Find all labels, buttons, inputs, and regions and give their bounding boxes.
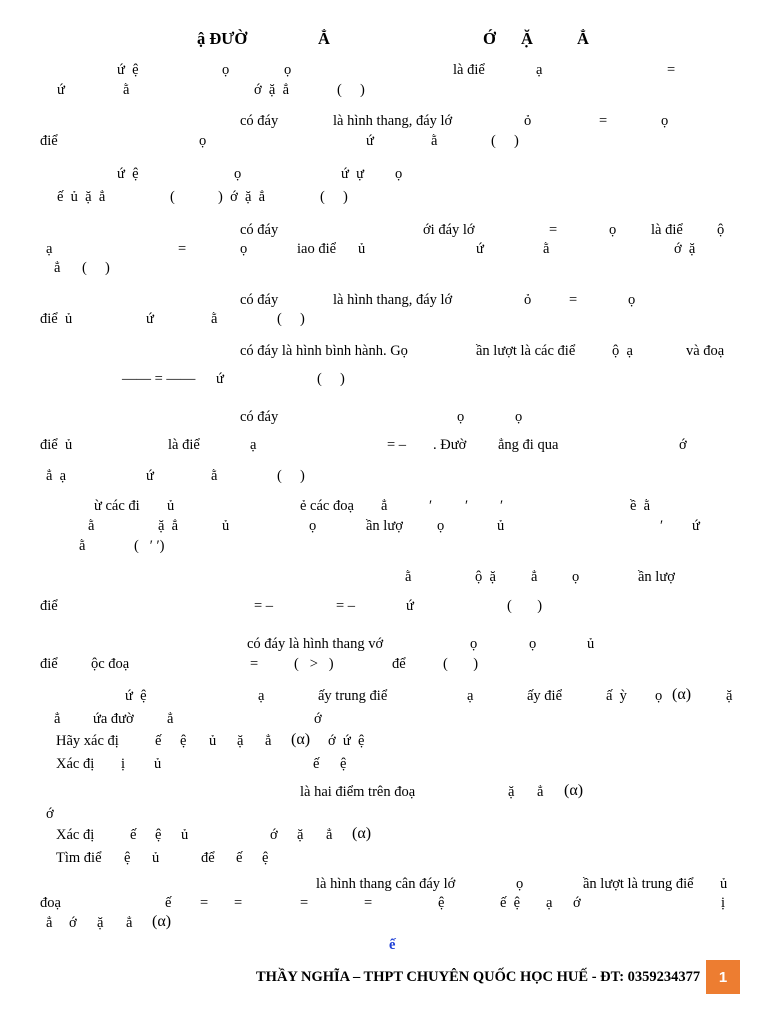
text-fragment: ớ: [679, 437, 687, 453]
text-fragment: ớ ặ ẳ: [254, 82, 290, 98]
text-fragment: ẳ: [537, 784, 544, 800]
text-fragment: ọ: [470, 636, 478, 652]
text-fragment: =: [599, 113, 608, 129]
text-fragment: ủ: [587, 636, 595, 652]
text-fragment: ọ: [515, 409, 523, 425]
text-fragment: ẳ: [54, 711, 61, 727]
text-fragment: ′: [660, 518, 664, 534]
text-fragment: =: [250, 656, 259, 672]
text-fragment: ( ): [277, 311, 305, 327]
text-fragment: ằ: [123, 82, 130, 98]
text-fragment: ′: [500, 498, 504, 514]
text-fragment: =: [234, 895, 243, 911]
text-fragment: ( ′ ′): [134, 538, 165, 554]
text-fragment: ệ: [124, 850, 131, 866]
text-fragment: ệ: [180, 733, 187, 749]
text-fragment: có đáy: [240, 409, 279, 425]
text-fragment: = –: [336, 598, 356, 614]
text-fragment: ủ: [152, 850, 160, 866]
text-fragment: ần lượ: [366, 518, 403, 534]
text-fragment: ọ: [222, 62, 230, 78]
text-fragment: ặ: [297, 827, 304, 843]
text-fragment: ớ ứ ệ: [328, 733, 365, 749]
text-fragment: điể ủ: [40, 437, 73, 453]
text-fragment: ỏ: [524, 292, 532, 308]
text-fragment: điể: [40, 598, 58, 614]
text-fragment: ọ: [516, 876, 524, 892]
text-fragment: ẳ: [265, 733, 272, 749]
text-fragment: ′: [429, 498, 433, 514]
text-fragment: (: [170, 189, 175, 205]
text-fragment: ặ: [97, 915, 104, 931]
text-fragment: iao điể: [297, 241, 337, 257]
text-fragment: ứ ệ: [117, 62, 139, 78]
text-fragment: ặ: [726, 688, 733, 704]
text-fragment: có đáy: [240, 113, 279, 129]
text-fragment: ạ: [467, 688, 474, 704]
text-fragment: để: [392, 656, 406, 672]
footer-text: THẦY NGHĨA – THPT CHUYÊN QUỐC HỌC HUẾ - ĐT: 0359234377: [256, 969, 701, 985]
title-part: Ẳ: [577, 29, 589, 48]
text-fragment: ặ ẳ: [158, 518, 179, 534]
text-fragment: . Đườ: [433, 437, 467, 453]
text-fragment: ủ: [222, 518, 230, 534]
text-fragment: Hãy xác đị: [56, 733, 119, 749]
end-marker: ế: [389, 937, 396, 953]
text-fragment: là điể: [453, 62, 485, 78]
text-fragment: ( ): [491, 133, 519, 149]
text-fragment: ( > ): [294, 656, 334, 672]
text-fragment: ủ: [497, 518, 505, 534]
text-fragment: ủ: [720, 876, 728, 892]
text-fragment: ạ: [546, 895, 553, 911]
text-fragment: là hình thang cân đáy lớ: [316, 876, 456, 892]
text-fragment: ′: [465, 498, 469, 514]
text-fragment: ế: [313, 756, 320, 772]
text-fragment: là hai điểm trên đoạ: [300, 784, 416, 800]
title-part: Ớ: [483, 29, 496, 48]
text-fragment: ọ: [457, 409, 465, 425]
text-fragment: ặ: [508, 784, 515, 800]
text-fragment: ẻ các đoạ: [300, 498, 354, 514]
text-fragment: ệ: [438, 895, 445, 911]
text-fragment: ọ: [240, 241, 248, 257]
text-fragment: ừ các đi: [94, 498, 140, 514]
text-fragment: ẳ: [326, 827, 333, 843]
text-fragment: ị: [721, 895, 726, 911]
text-fragment: là hình thang, đáy lớ: [333, 292, 453, 308]
text-fragment: ủ: [358, 241, 366, 257]
text-fragment: ế: [130, 827, 137, 843]
text-fragment: —— = ——: [122, 371, 196, 387]
text-fragment: ứ: [57, 82, 65, 98]
text-fragment: ứ: [476, 241, 484, 257]
text-fragment: (α): [672, 686, 692, 703]
text-fragment: có đáy là hình thang vớ: [247, 636, 384, 652]
text-fragment: và đoạ: [686, 343, 725, 359]
text-fragment: ế: [236, 850, 243, 866]
text-fragment: ần lượt là các điể: [476, 343, 576, 359]
text-fragment: điể: [40, 133, 58, 149]
text-fragment: ủ: [209, 733, 217, 749]
text-fragment: =: [200, 895, 209, 911]
text-fragment: điể ủ: [40, 311, 73, 327]
text-fragment: Xác đị: [56, 827, 95, 843]
text-fragment: ộ ặ: [475, 569, 496, 585]
text-fragment: ứ: [692, 518, 700, 534]
text-fragment: để: [201, 850, 215, 866]
text-fragment: là điể: [651, 222, 683, 238]
text-fragment: ới đáy lớ: [423, 222, 475, 238]
text-fragment: ạ: [250, 437, 257, 453]
text-fragment: ặ: [237, 733, 244, 749]
text-fragment: ằ: [405, 569, 412, 585]
text-fragment: ệ: [155, 827, 162, 843]
text-fragment: ứ: [146, 468, 154, 484]
text-fragment: ần lượt là trung điể: [583, 876, 694, 892]
text-fragment: là hình thang, đáy lớ: [333, 113, 453, 129]
text-fragment: ị: [121, 756, 126, 772]
text-fragment: ệ: [262, 850, 269, 866]
text-fragment: = –: [387, 437, 407, 453]
text-fragment: ( ): [507, 598, 543, 614]
text-fragment: ủ: [167, 498, 175, 514]
text-fragment: ứ: [366, 133, 374, 149]
text-fragment: ằ: [88, 518, 95, 534]
text-fragment: ế ệ: [500, 895, 521, 911]
text-fragment: ọ: [234, 166, 242, 182]
text-fragment: ớ: [314, 711, 322, 727]
text-fragment: ) ớ ặ ẳ: [218, 189, 266, 205]
text-fragment: ằ: [211, 468, 218, 484]
text-fragment: ỏ: [524, 113, 532, 129]
text-fragment: ề ằ: [630, 498, 651, 514]
title-part: Ẳ: [318, 29, 330, 48]
text-fragment: ạ: [536, 62, 543, 78]
text-fragment: ọ: [609, 222, 617, 238]
text-fragment: =: [569, 292, 578, 308]
text-fragment: =: [178, 241, 187, 257]
text-fragment: =: [300, 895, 309, 911]
text-fragment: ẳng đi qua: [498, 437, 559, 453]
text-fragment: ọ: [395, 166, 403, 182]
text-fragment: ớ: [46, 806, 54, 822]
text-fragment: ẳ: [167, 711, 174, 727]
text-fragment: ấ ỳ: [606, 688, 627, 704]
text-fragment: ần lượ: [638, 569, 675, 585]
text-fragment: ( ): [337, 82, 365, 98]
text-fragment: ( ): [320, 189, 348, 205]
text-fragment: ( ): [82, 260, 110, 276]
text-fragment: ấy trung điể: [318, 688, 388, 704]
text-fragment: (α): [564, 782, 584, 799]
text-fragment: = –: [254, 598, 274, 614]
text-fragment: =: [364, 895, 373, 911]
text-fragment: ẳ: [381, 498, 388, 514]
text-fragment: ẳ ạ: [46, 468, 67, 484]
text-fragment: =: [549, 222, 558, 238]
text-fragment: ộ ạ: [612, 343, 633, 359]
text-fragment: ứ ệ: [125, 688, 147, 704]
text-fragment: ế: [165, 895, 172, 911]
text-fragment: ọ: [284, 62, 292, 78]
text-fragment: điể: [40, 656, 58, 672]
text-fragment: ớ: [270, 827, 278, 843]
text-fragment: ọ: [628, 292, 636, 308]
text-fragment: ủ: [154, 756, 162, 772]
text-fragment: ứa đườ: [93, 711, 134, 727]
text-fragment: ế ủ ặ ẳ: [57, 189, 106, 205]
text-fragment: ọ: [529, 636, 537, 652]
title-part: Ặ: [521, 29, 533, 48]
text-fragment: ứ: [406, 598, 414, 614]
page-number: 1: [706, 960, 740, 994]
title-part: ậ ĐƯỜ: [197, 29, 248, 48]
text-fragment: ấy điể: [527, 688, 563, 704]
text-fragment: đoạ: [40, 895, 61, 911]
text-fragment: ứ ự: [341, 166, 364, 182]
text-fragment: ứ ệ: [117, 166, 139, 182]
text-fragment: ộ: [717, 222, 725, 238]
text-fragment: (α): [152, 913, 172, 930]
text-fragment: ứ: [146, 311, 154, 327]
text-fragment: ẳ: [46, 915, 53, 931]
text-fragment: (α): [352, 825, 372, 842]
text-fragment: ế: [155, 733, 162, 749]
text-fragment: ạ: [258, 688, 265, 704]
text-fragment: ứ: [216, 371, 224, 387]
text-fragment: ằ: [543, 241, 550, 257]
text-fragment: ọ: [309, 518, 317, 534]
text-fragment: ệ: [340, 756, 347, 772]
text-fragment: có đáy: [240, 222, 279, 238]
text-fragment: là điể: [168, 437, 200, 453]
text-fragment: (α): [291, 731, 311, 748]
text-fragment: ớ: [69, 915, 77, 931]
text-fragment: Tìm điể: [56, 850, 102, 866]
text-fragment: ọ: [661, 113, 669, 129]
text-fragment: ớ: [573, 895, 581, 911]
text-fragment: có đáy là hình bình hành. Gọ: [240, 343, 408, 359]
text-fragment: ẳ: [54, 260, 61, 276]
text-fragment: ẳ: [531, 569, 538, 585]
text-fragment: ằ: [79, 538, 86, 554]
text-fragment: ằ: [431, 133, 438, 149]
text-fragment: có đáy: [240, 292, 279, 308]
text-fragment: Xác đị: [56, 756, 95, 772]
text-fragment: ẳ: [126, 915, 133, 931]
text-fragment: ọ: [199, 133, 207, 149]
text-fragment: ớ ặ: [674, 241, 696, 257]
text-fragment: ằ: [211, 311, 218, 327]
text-fragment: =: [667, 62, 676, 78]
text-fragment: ọ: [437, 518, 445, 534]
text-fragment: ạ: [46, 241, 53, 257]
text-fragment: ộc đoạ: [91, 656, 130, 672]
text-fragment: ọ: [572, 569, 580, 585]
text-fragment: ủ: [181, 827, 189, 843]
text-fragment: ( ): [277, 468, 305, 484]
text-fragment: ọ: [655, 688, 663, 704]
text-fragment: ( ): [443, 656, 479, 672]
text-fragment: ( ): [317, 371, 345, 387]
